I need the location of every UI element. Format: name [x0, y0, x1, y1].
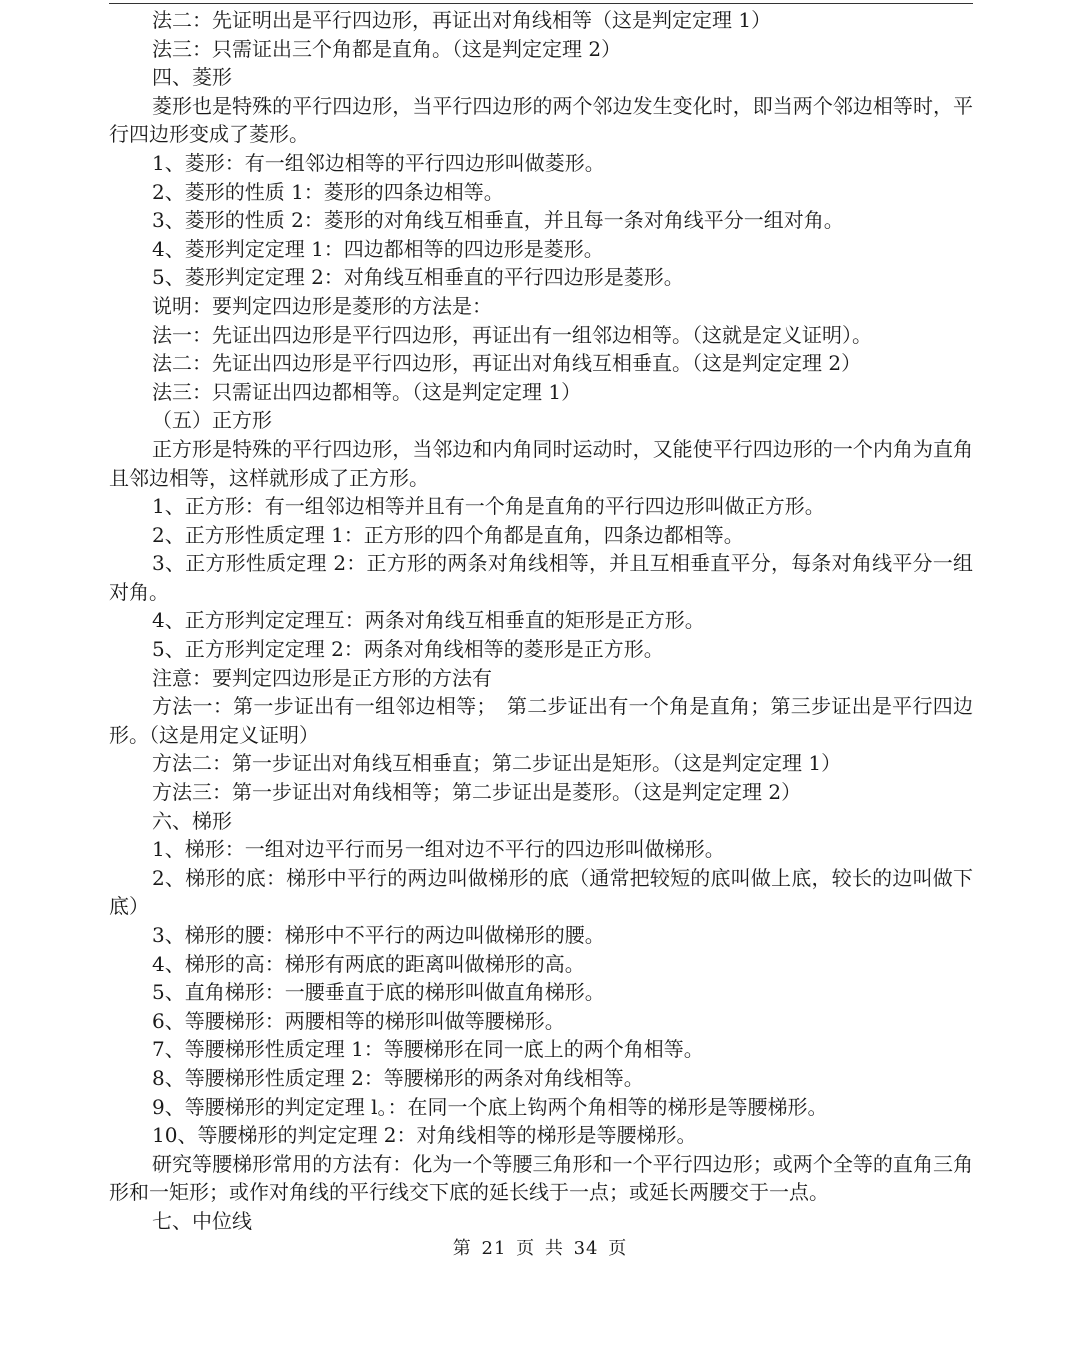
paragraph: 说明：要判定四边形是菱形的方法是：: [152, 293, 492, 318]
paragraph: 3、梯形的腰：梯形中不平行的两边叫做梯形的腰。: [152, 923, 605, 947]
paragraph: 1、梯形：一组对边平行而另一组对边不平行的四边形叫做梯形。: [152, 837, 725, 862]
paragraph: 5、正方形判定定理 2：两条对角线相等的菱形是正方形。: [152, 637, 664, 662]
document-body: [109, 6, 973, 1236]
paragraph: 七、中位线: [152, 1208, 252, 1233]
paragraph: 注意：要判定四边形是正方形的方法有: [152, 665, 492, 690]
paragraph: 8、等腰梯形性质定理 2：等腰梯形的两条对角线相等。: [152, 1065, 644, 1090]
paragraph: 2、菱形的性质 1：菱形的四条边相等。: [152, 179, 504, 204]
paragraph: 六、梯形: [152, 808, 232, 833]
paragraph: 2、梯形的底：梯形中平行的两边叫做梯形的底（通常把较短的底叫做上底，较长的边叫做下底）: [109, 865, 973, 919]
paragraph: 方法一：第一步证出有一组邻边相等； 第二步证出有一个角是直角；第三步证出是平行四边形。（这是用定义证明）: [109, 694, 973, 747]
paragraph: 5、直角梯形：一腰垂直于底的梯形叫做直角梯形。: [152, 980, 605, 1005]
paragraph: 法一：先证出四边形是平行四边形，再证出有一组邻边相等。（这就是定义证明）。: [152, 322, 872, 347]
paragraph: 法二：先证明出是平行四边形，再证出对角线相等（这是判定定理 1）: [152, 8, 772, 32]
paragraph: 3、正方形性质定理 2：正方形的两条对角线相等，并且互相垂直平分，每条对角线平分一组对角。: [109, 551, 973, 604]
paragraph: 7、等腰梯形性质定理 1：等腰梯形在同一底上的两个角相等。: [152, 1037, 704, 1062]
paragraph: 法三：只需证出三个角都是直角。（这是判定定理 2）: [152, 36, 622, 61]
top-rule: [109, 3, 973, 4]
paragraph: 6、等腰梯形：两腰相等的梯形叫做等腰梯形。: [152, 1008, 565, 1033]
paragraph: 4、正方形判定定理互：两条对角线互相垂直的矩形是正方形。: [152, 608, 705, 633]
paragraph: 9、等腰梯形的判定定理 l。：在同一个底上钩两个角相等的梯形是等腰梯形。: [152, 1094, 828, 1119]
paragraph: （五）正方形: [152, 408, 272, 433]
paragraph: 2、正方形性质定理 1：正方形的四个角都是直角，四条边都相等。: [152, 522, 744, 547]
paragraph: 正方形是特殊的平行四边形，当邻边和内角同时运动时，又能使平行四边形的一个内角为直角且邻边相等，这样就形成了正方形。: [109, 436, 973, 490]
paragraph: 法三：只需证出四边都相等。（这是判定定理 1）: [152, 379, 582, 404]
paragraph: 方法三：第一步证出对角线相等；第二步证出是菱形。（这是判定定理 2）: [152, 780, 802, 805]
paragraph: 方法二：第一步证出对角线互相垂直；第二步证出是矩形。（这是判定定理 1）: [152, 751, 842, 776]
page-footer: 第 21 页 共 34 页: [452, 1238, 628, 1259]
paragraph: 1、菱形：有一组邻边相等的平行四边形叫做菱形。: [152, 150, 605, 175]
paragraph: 4、梯形的高：梯形有两底的距离叫做梯形的高。: [152, 951, 585, 976]
paragraph: 菱形也是特殊的平行四边形，当平行四边形的两个邻边发生变化时，即当两个邻边相等时，平行四边形变成了菱形。: [109, 93, 973, 147]
paragraph: 3、菱形的性质 2：菱形的对角线互相垂直，并且每一条对角线平分一组对角。: [152, 208, 844, 233]
paragraph: 法二：先证出四边形是平行四边形，再证出对角线互相垂直。（这是判定定理 2）: [152, 351, 862, 376]
paragraph: 研究等腰梯形常用的方法有：化为一个等腰三角形和一个平行四边形；或两个全等的直角三角形和一矩形；或作对角线的平行线交下底的延长线于一点；或延长两腰交于一点。: [109, 1151, 973, 1205]
paragraph: 四、菱形: [152, 65, 232, 90]
paragraph: 4、菱形判定定理 1：四边都相等的四边形是菱形。: [152, 236, 604, 261]
paragraph: 5、菱形判定定理 2：对角线互相垂直的平行四边形是菱形。: [152, 265, 684, 290]
paragraph: 1、正方形：有一组邻边相等并且有一个角是直角的平行四边形叫做正方形。: [152, 494, 825, 519]
paragraph: 10、等腰梯形的判定定理 2：对角线相等的梯形是等腰梯形。: [152, 1123, 697, 1148]
